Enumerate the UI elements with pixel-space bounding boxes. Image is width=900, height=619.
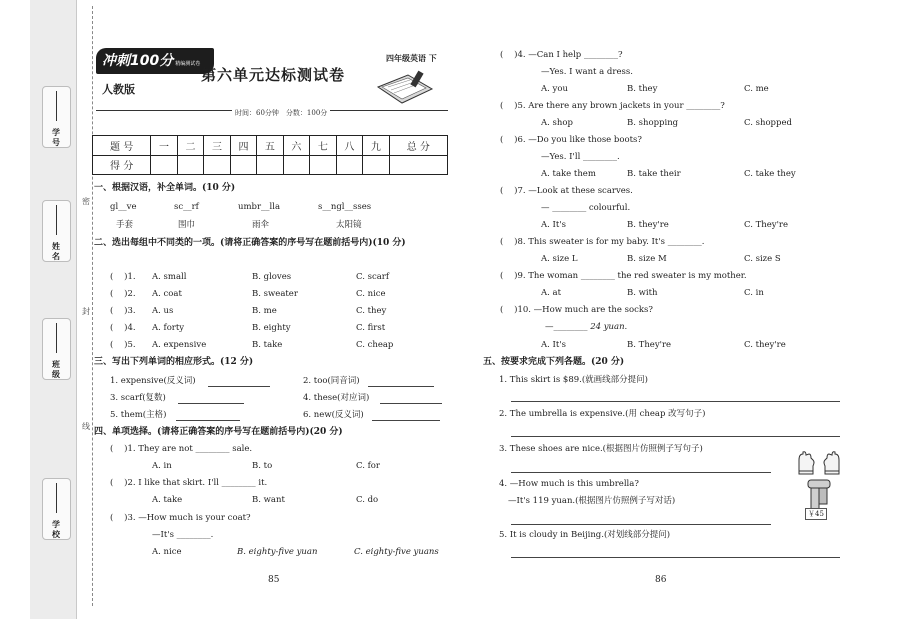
option-b[interactable]: B. size M [627,254,667,264]
table-cell: 二 [177,136,203,156]
option-a[interactable]: A. forty [152,323,185,333]
word-meaning: 雨伞 [252,220,270,230]
score-header-row [93,136,448,156]
q-number: ( )4. [110,323,136,333]
task-4-line2: —It's 119 yuan.(根据图片仿照例子写对话) [508,496,676,506]
cut-line [92,6,93,606]
option-a[interactable]: A. nice [152,547,182,557]
edition-label: 人教版 [102,83,135,96]
option-c[interactable]: C. they [356,306,387,316]
word-form-item: 1. expensive(反义词) [110,376,196,386]
answer-line[interactable] [511,557,840,558]
answer-line[interactable] [511,401,840,402]
section-4-title: 四、单项选择。(请将正确答案的序号写在题前括号内)(20 分) [94,427,343,437]
answer-line[interactable] [511,436,840,437]
school-field[interactable] [42,478,71,540]
question-1: ( )1. They are not ________ sale. [110,444,253,454]
question-4: ( )4. —Can I help ________? [500,50,623,60]
option-c[interactable]: C. size S [744,254,781,264]
score-cell[interactable] [389,155,447,175]
question-7-line2: — ________ colourful. [541,203,631,213]
q-number: ( )5. [110,340,136,350]
score-cell[interactable] [310,155,336,175]
score-cell[interactable] [283,155,309,175]
answer-line[interactable] [511,524,771,525]
cut-mark: 线 [82,422,90,431]
word-blank[interactable]: s__ngl__sses [318,202,372,212]
section-3-title: 三、写出下列单词的相应形式。(12 分) [94,357,254,367]
word-meaning: 太阳镜 [336,220,362,230]
option-a[interactable]: A. take them [541,169,596,179]
table-cell: 得 分 [93,155,151,175]
option-c[interactable]: C. take they [744,169,796,179]
table-cell: 八 [336,136,362,156]
question-7: ( )7. —Look at these scarves. [500,186,633,196]
answer-line[interactable] [176,420,240,421]
option-a[interactable]: A. expensive [152,340,207,350]
word-blank[interactable]: umbr__lla [238,202,281,212]
score-cell[interactable] [204,155,230,175]
word-form-item: 5. them(主格) [110,410,167,420]
option-b[interactable]: B. take [252,340,283,350]
option-c[interactable]: C. cheap [356,340,394,350]
page-number-right: 86 [655,575,667,585]
option-b[interactable]: B. they [627,84,658,94]
option-c[interactable]: C. first [356,323,386,333]
score-cell[interactable] [151,155,177,175]
option-b[interactable]: B. to [252,461,273,471]
option-b[interactable]: B. shopping [627,118,679,128]
option-b[interactable]: B. take their [627,169,681,179]
field-label: 姓名 [52,241,60,261]
binding-sidebar [30,0,77,619]
question-6: ( )6. —Do you like those boots? [500,135,642,145]
option-a[interactable]: A. size L [541,254,578,264]
option-b[interactable]: B. eighty-five yuan [237,547,318,557]
table-cell: 总 分 [389,136,447,156]
table-cell: 三 [204,136,230,156]
logo-text: 冲刺100分 [102,53,174,69]
exam-meta: 时间：60分钟 分数：100分 [232,108,330,118]
option-c[interactable]: C. for [356,461,380,471]
option-a[interactable]: A. It's [541,220,567,230]
score-cell[interactable] [230,155,256,175]
option-c[interactable]: C. they're [744,340,786,350]
score-cell[interactable] [177,155,203,175]
option-c[interactable]: C. in [744,288,764,298]
option-b[interactable]: B. gloves [252,272,292,282]
score-cell[interactable] [257,155,283,175]
option-b[interactable]: B. they're [627,220,669,230]
q-number: ( )3. [110,306,136,316]
word-blank[interactable]: sc__rf [174,202,199,212]
task-4: 4. —How much is this umbrella? [499,479,639,489]
option-c[interactable]: C. eighty-five yuans [354,547,439,557]
section-1-title: 一、根据汉语，补全单词。(10 分) [94,183,236,193]
option-a[interactable]: A. take [152,495,183,505]
option-c[interactable]: C. shopped [744,118,792,128]
cut-mark: 密 [82,197,90,206]
option-b[interactable]: B. eighty [252,323,291,333]
table-cell: 六 [283,136,309,156]
option-a[interactable]: A. small [152,272,187,282]
class-field[interactable] [42,318,71,380]
word-form-item: 6. new(反义词) [303,410,364,420]
q-number: ( )1. [110,272,136,282]
field-label: 学号 [52,127,60,147]
word-meaning: 手套 [116,220,134,230]
score-cell[interactable] [363,155,389,175]
table-cell: 题 号 [93,136,151,156]
table-cell: 九 [363,136,389,156]
question-5: ( )5. Are there any brown jackets in your ________? [500,101,725,111]
page-title: 第六单元达标测试卷 [201,66,346,84]
option-b[interactable]: B. with [627,288,658,298]
option-a[interactable]: A. us [152,306,174,316]
option-c[interactable]: C. me [744,84,769,94]
task-1: 1. This skirt is $89.(就画线部分提问) [499,375,648,385]
gloves-icon [795,450,843,478]
word-blank[interactable]: gl__ve [110,202,137,212]
score-table [92,135,448,175]
option-a[interactable]: A. at [541,288,562,298]
q-number: ( )2. [110,289,136,299]
question-4-line2: —Yes. I want a dress. [541,67,633,77]
option-b[interactable]: B. me [252,306,277,316]
question-6-line2: —Yes. I'll ________. [541,152,620,162]
logo-sub: 精编测试卷 [175,61,201,67]
student-number-field[interactable] [42,86,71,148]
word-form-item: 4. these(对应词) [303,393,370,403]
option-a[interactable]: A. in [152,461,172,471]
option-b[interactable]: B. want [252,495,285,505]
option-c[interactable]: C. scarf [356,272,390,282]
option-a[interactable]: A. you [541,84,568,94]
cut-mark: 封 [82,307,90,316]
field-label: 学校 [52,519,60,539]
question-9: ( )9. The woman ________ the red sweater is my mother. [500,271,747,281]
option-b[interactable]: B. They're [627,340,672,350]
table-cell: 五 [257,136,283,156]
option-a[interactable]: A. coat [152,289,182,299]
task-2: 2. The umbrella is expensive.(用 cheap 改写句子) [499,409,706,419]
table-cell: 七 [310,136,336,156]
brand-logo [96,48,214,74]
answer-line[interactable] [372,420,440,421]
page-number-left: 85 [268,575,280,585]
question-3-line2: —It's ________. [152,530,214,540]
section-5-title: 五、按要求完成下列各题。(20 分) [483,357,625,367]
option-c[interactable]: C. nice [356,289,386,299]
section-2-title: 二、选出每组中不同类的一项。(请将正确答案的序号写在题前括号内)(10 分) [94,238,406,248]
option-a[interactable]: A. It's [541,340,567,350]
answer-line[interactable] [380,403,442,404]
answer-line[interactable] [208,386,270,387]
question-10: ( )10. —How much are the socks? [500,305,653,315]
question-10-line2: —________ 24 yuan. [545,322,628,332]
task-5: 5. It is cloudy in Beijing.(对划线部分提问) [499,530,671,540]
table-cell: 一 [151,136,177,156]
answer-line[interactable] [511,472,771,473]
grade-label: 四年级英语 下 [386,53,437,63]
score-row [93,155,448,175]
table-cell: 四 [230,136,256,156]
question-3: ( )3. —How much is your coat? [110,513,251,523]
price-tag: ￥45 [805,508,827,520]
word-form-item: 2. too(同音词) [303,376,360,386]
answer-line[interactable] [368,386,434,387]
book-illustration-icon [374,69,436,107]
question-8: ( )8. This sweater is for my baby. It's ________. [500,237,705,247]
option-c[interactable]: C. do [356,495,379,505]
field-label: 班级 [52,359,60,379]
score-cell[interactable] [336,155,362,175]
option-a[interactable]: A. shop [541,118,573,128]
word-meaning: 围巾 [178,220,196,230]
question-2: ( )2. I like that skirt. I'll ________ it. [110,478,268,488]
name-field[interactable] [42,200,71,262]
option-c[interactable]: C. They're [744,220,789,230]
word-form-item: 3. scarf(复数) [110,393,166,403]
answer-line[interactable] [178,403,244,404]
task-3: 3. These shoes are nice.(根据图片仿照例子写句子) [499,444,703,454]
option-b[interactable]: B. sweater [252,289,298,299]
exam-header [96,48,446,112]
